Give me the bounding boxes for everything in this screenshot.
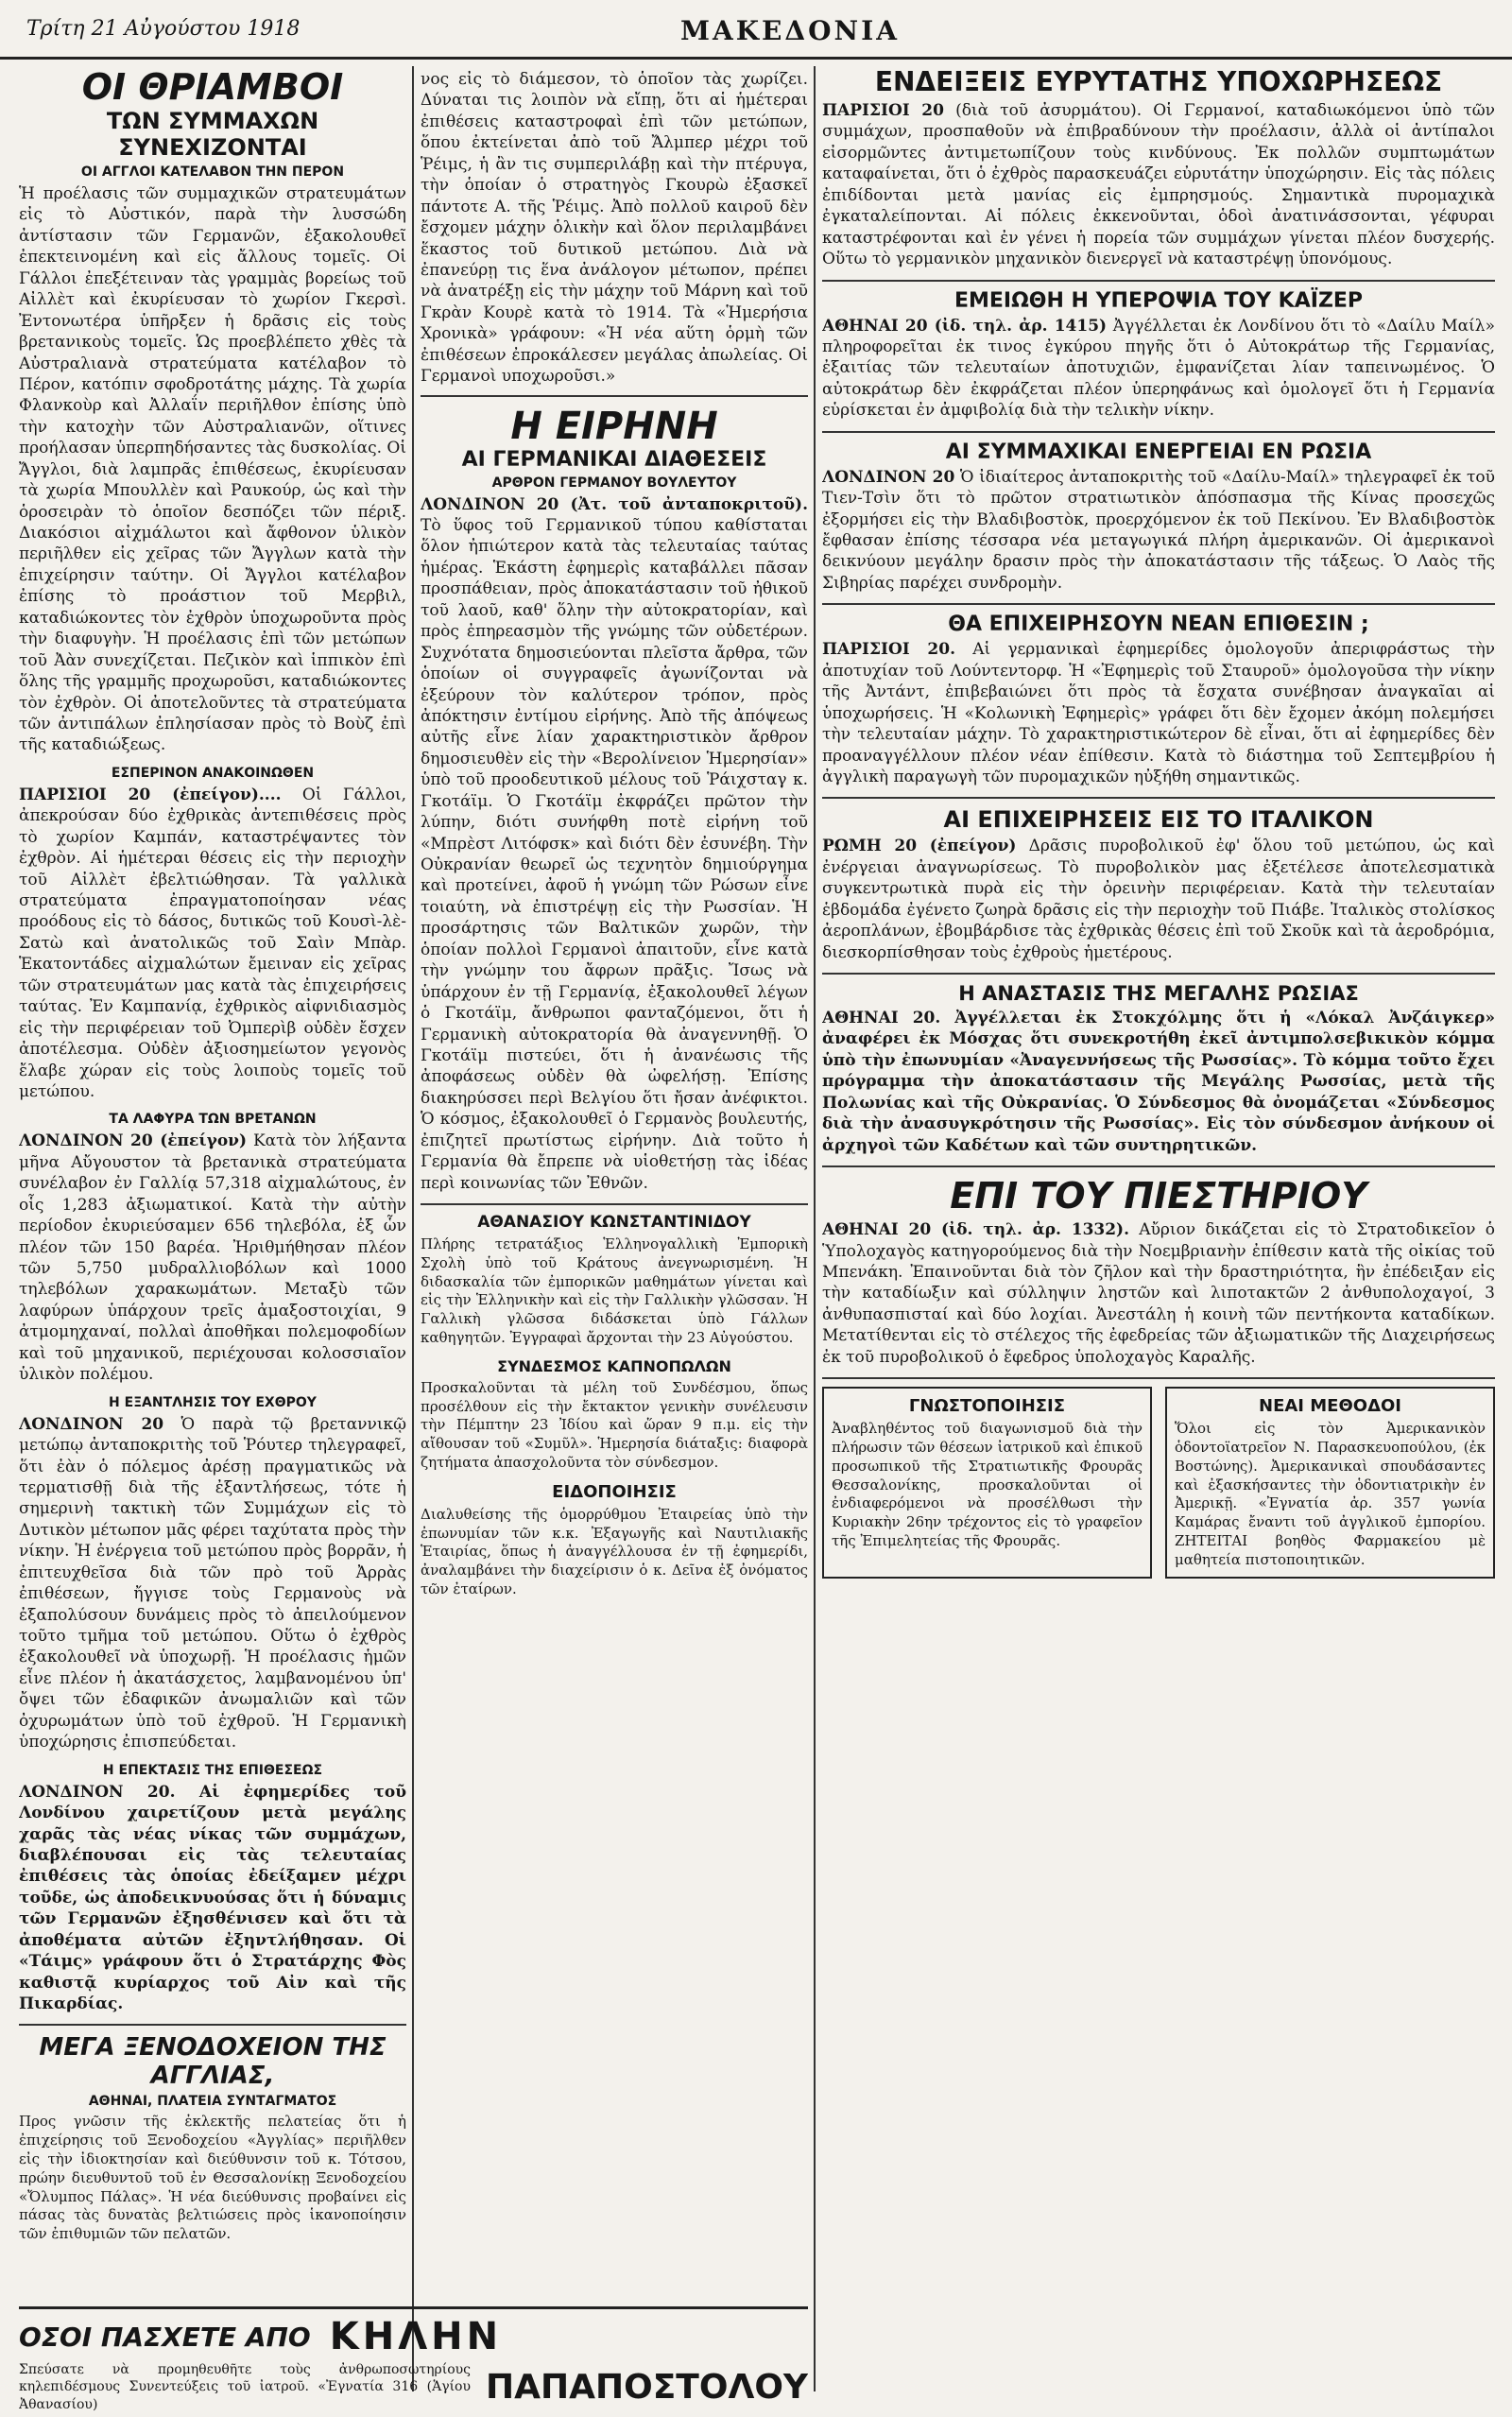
dateline: ΛΟΝΔΙΝΟΝ 20.: [19, 1782, 176, 1802]
article-body: Ἀγγέλλεται ἐκ Λονδίνου ὅτι τὸ «Δαίλυ Μαίλ» πληροφορεῖται ἐκ τινος ἐγκύρου πηγῆς ὅτι ὁ Αὐτοκράτωρ τῆς Γερμανίας, ἐξαιτίας τῶν τελευταίων ἀποτυχιῶν, ἐμφανίζεται λίαν ταπεινωμένος. Ὁ αὐτοκράτωρ δὲν ἐκφράζεται πλέον ὑπερηφάνως καὶ ὁμολογεῖ ὅτι ἡ Γερμανία εὑρίσκεται ἐν ἀμφιβολίᾳ διὰ τὴν τελικὴν νίκην.: [822, 316, 1495, 421]
headline: ΘΑ ΕΠΙΧΕΙΡΗΣΟΥΝ ΝΕΑΝ ΕΠΙΘΕΣΙΝ ;: [948, 613, 1369, 637]
divider: [822, 973, 1495, 975]
issue-date: Τρίτη 21 Αὐγούστου 1918: [26, 17, 301, 41]
article-evening: [19, 766, 406, 1103]
dateline: ΠΑΡΙΣΙΟΙ 20 (ἐπείγον)....: [19, 785, 282, 804]
article-court: [822, 1175, 1495, 1368]
dateline: ΑΘΗΝΑΙ 20 (ἰδ. τηλ. ἀρ. 1332).: [822, 1220, 1130, 1240]
ad-title: ΜΕΓΑ ΞΕΝΟΔΟΧΕΙΟΝ ΤΗΣ ΑΓΓΛΙΑΣ,: [39, 2033, 387, 2091]
divider: [822, 797, 1495, 799]
dateline: ΛΟΝΔΙΝΟΝ 20 (Ἀτ. τοῦ ἀνταποκριτοῦ).: [421, 494, 808, 514]
article-british: [19, 1112, 406, 1385]
notice-body: Ἀναβληθέντος τοῦ διαγωνισμοῦ διὰ τὴν πλήρωσιν τῶν θέσεων ἰατρικοῦ καὶ ἐπικοῦ προσωπικοῦ τῆς Στρατιωτικῆς Φρουρᾶς Θεσσαλονίκης, προσκαλοῦνται οἱ ἐνδιαφερόμενοι νὰ προσέλθωσι τὴν Κυριακὴν 26ην τρέχοντος εἰς τὸ γραφεῖον τῆς Ἐπιμελητείας τῆς Φρουρᾶς.: [832, 1420, 1143, 1549]
dateline: ΑΘΗΝΑΙ 20 (ἰδ. τηλ. ἀρ. 1415): [822, 316, 1108, 336]
ad-school: [421, 1213, 808, 1348]
divider: [822, 603, 1495, 605]
ad-kili: [19, 2306, 808, 2413]
dateline: ΛΟΝΔΙΝΟΝ 20: [19, 1414, 164, 1434]
notice-title: ΣΥΝΔΕΣΜΟΣ ΚΑΠΝΟΠΩΛΩΝ: [497, 1356, 731, 1375]
section-heading: ΤΑ ΛΑΦΥΡΑ ΤΩΝ ΒΡΕΤΑΝΩΝ: [109, 1112, 317, 1128]
dateline: ΛΟΝΔΙΝΟΝ 20 (ἐπείγον): [19, 1131, 247, 1151]
dateline: ΡΩΜΗ 20 (ἐπείγον): [822, 837, 1017, 856]
ad-body: Ὅλοι εἰς τὸν Ἀμερικανικὸν ὁδοντοϊατρεῖον Ν. Παρασκευοπούλου, (ἐκ Βοστώνης). Ἀμερικανικαὶ σπουδάσαντες καὶ ἐξασκήσαντες τὴν ὁδοντιατρικὴν ἐν Ἀμερικῇ. «Ἐγνατία ἀρ. 357 γωνία Καμάρας ἔναντι τοῦ ἀγγλικοῦ ἐμπορίου. ΖΗΤΕΙΤΑΙ βοηθὸς Φαρμακείου μὲ μαθητεία πιστοποιητικῶν.: [1175, 1420, 1486, 1568]
article-body: Ὁ ἰδιαίτερος ἀνταποκριτὴς τοῦ «Δαίλυ-Μαίλ» τηλεγραφεῖ ἐκ τοῦ Τιεν-Τσὶν ὅτι τὸ πρῶτον στρατιωτικὸν ἀπόσπασμα τῆς Κίνας προσεχῶς ἐξορμήσει εἰς τὴν Βλαδιβοστὸκ, προερχόμενον ἐκ τοῦ Πεκίνου. Ἐν Βλαδιβοστὸκ ἔφθασαν ἐπίσης τέσσαρα νέα μεταγωγικά πλήρη ἀμερικανῶν. Οἱ ἀμερικανοὶ δεικνύουν μεγάλην δρασιν πρὸς τὴν ἀποκατάστασιν τῆς τάξεως. Ὁ Λαὸς τῆς Σιβηρίας παρέχει συνδρομὴν.: [822, 467, 1495, 593]
column-2: [421, 66, 808, 2297]
article-surrender: [822, 66, 1495, 270]
headline: ΑΙ ΕΠΙΧΕΙΡΗΣΕΙΣ ΕΙΣ ΤΟ ΙΤΑΛΙΚΟΝ: [943, 806, 1374, 834]
headline: ΕΠΙ ΤΟΥ ΠΙΕΣΤΗΡΙΟΥ: [950, 1175, 1367, 1217]
notice-title: ΕΙΔΟΠΟΙΗΣΙΣ: [552, 1481, 677, 1502]
column-rule: [412, 66, 414, 2391]
ad-body: Πλήρης τετρατάξιος Ἑλληνογαλλικὴ Ἐμπορικὴ Σχολὴ ὑπὸ τοῦ Κράτους ἀνεγνωρισμένη. Ἡ διδασκαλία τῶν ἐμπορικῶν μαθημάτων γίνεται καὶ εἰς τὴν Ἑλληνικὴν καὶ εἰς τὴν Γαλλικὴν γλῶσσαν. Ἡ Γαλλικὴ γλῶσσα διδάσκεται ὑπὸ Γάλλων καθηγητῶν. Ἐγγραφαὶ ἄρχονται τὴν 23 Αὐγούστου.: [421, 1235, 808, 1346]
divider: [421, 395, 808, 397]
article-body: Οἱ Γάλλοι, ἀπεκρούσαν δύο ἐχθρικὰς ἀντεπιθέσεις πρὸς τὸ χωρίον Καμπάν, καταστρέψαντες τὸν ἐχθρὸν. Αἱ ἡμέτεραι θέσεις εἰς τὴν περιοχὴν τοῦ Αἰλλὲτ ἐβελτιώθησαν. Τὰ γαλλικὰ στρατεύματα ἐπραγματοποίησαν νέας προόδους εἰς τὸ δάσος, δυτικῶς τοῦ Κουσὶ-λὲ-Σατὼ καὶ ἀνατολικῶς τοῦ Σαὶν Μπὰρ. Ἑκατοντάδες αἰχμαλώτων ἔμειναν εἰς χεῖρας τῶν στρατευμάτων μας κατὰ τὰς ἐπιχειρήσεις ταύτας. Ἐν Καμπανίᾳ, ἐχθρικὸς αἰφνιδιασμὸς εἰς τὴν περιφέρειαν τοῦ Ὀμπερὶβ οὐδὲν ἔσχεν ἀποτέλεσμα. Οὐδὲν ἀξιοσημείωτον γεγονὸς ἔλαβε χώραν εἰς τοὺς λοιποὺς τομεῖς τοῦ μετώπου.: [19, 785, 406, 1101]
ad-line: ΟΣΟΙ ΠΑΣΧΕΤΕ ΑΠΟ: [19, 2321, 311, 2353]
section-heading: ΕΣΠΕΡΙΝΟΝ ΑΝΑΚΟΙΝΩΘΕΝ: [111, 765, 315, 781]
headline: ΕΝΔΕΙΞΕΙΣ ΕΥΡΥΤΑΤΗΣ ΥΠΟΧΩΡΗΣΕΩΣ: [874, 66, 1443, 97]
article-body: Δρᾶσις πυροβολικοῦ ἐφ' ὅλου τοῦ μετώπου, ὡς καὶ ἐνέργειαι ἀναγνωρίσεως. Τὸ πυροβολικὸν μας ἐξετέλεσε ἀποτελεσματικὰ συγκεντρωτικὰ πυρὰ εἰς τὴν ὀρεινὴν περιφέρειαν. Κατὰ τὴν τελευταίαν ἑβδομάδα ἐγένετο ζωηρὰ δρᾶσις εἰς τὴν περιοχὴν τοῦ Πιάβε. Ἰταλικὸς στολίσκος ἀεροπλάνων, ἐβομβάρδισε τὰς ἐχθρικὰς θέσεις ἐπὶ τοῦ Σκοῦκ καὶ τὰ ἀεροδρόμια, διεσκορπίσθησαν τοὺς ἐχθροὺς ἡμετέρους.: [822, 837, 1495, 962]
article-body: Ἀγγέλλεται ἐκ Στοκχόλμης ὅτι ἡ «Λόκαλ Ἀνζάιγκερ» ἀναφέρει ἐκ Μόσχας ὅτι συνεκροτήθη ἐκεῖ ἀντιμπολσεβικικὸν κόμμα ὑπὸ τὴν ἐπωνυμίαν «Ἀναγεννήσεως τῆς Ρωσσίας». Τὸ κόμμα τοῦτο ἔχει πρόγραμμα τὴν ἀποκατάστασιν τῆς Μεγάλης Ρωσσίας, μετὰ τῆς Πολωνίας καὶ τῆς Οὐκρανίας. Ὁ Σύνδεσμος θὰ ὀνομάζεται «Σύνδεσμος διὰ τὴν ἀνασυγκρότησιν τῆς Ρωσσίας». Εἰς τὸν σύνδεσμον ἀνήκουν οἱ ἀρχηγοὶ τῶν Καδέτων καὶ τῶν συντηρητικῶν.: [822, 1009, 1495, 1155]
headline: ΑΙ ΣΥΜΜΑΧΙΚΑΙ ΕΝΕΡΓΕΙΑΙ ΕΝ ΡΩΣΙΑ: [945, 440, 1372, 464]
ad-title: ΑΘΑΝΑΣΙΟΥ ΚΩΝΣΤΑΝΤΙΝΙΔΟΥ: [477, 1213, 751, 1232]
section-heading: Η ΕΠΕΚΤΑΣΙΣ ΤΗΣ ΕΠΙΘΕΣΕΩΣ: [102, 1762, 323, 1778]
ad-name: ΠΑΠΑΠΟΣΤΟΛΟΥ: [486, 2368, 808, 2408]
bottom-notices: [822, 1387, 1495, 1585]
article-body: Ἡ προέλασις τῶν συμμαχικῶν στρατευμάτων εἰς τὸ Αὐστικόν, παρὰ τὴν λυσσώδη ἀντίστασιν τῶν Γερμανῶν, ἐξακολουθεῖ ἐπεκτεινομένη καὶ εἰς ἄλλους τομεῖς. Οἱ Γάλλοι ἐπεξέτειναν τὰς γραμμὰς βορείως τοῦ Αἰλλὲτ καὶ ἐκυρίευσαν τὸ χωρίον Γκερσὶ. Ἐντονωτέρα ὑπῆρξεν ἡ δρᾶσις εἰς τοὺς βρετανικοὺς τομεῖς. Ὡς προεβλέπετο χθὲς τὰ Αὐστραλιανὰ στρατεύματα κατέλαβον τὸ Πέρον, κατόπιν σφοδροτάτης μάχης. Τὰ χωρία Φλανκοὺρ καὶ Ἀλλαΐν περιῆλθον ἐπίσης ὑπὸ τὴν κατοχὴν τῶν Αὐστραλιανῶν, οἵτινες προήλασαν ὑπερπηδήσαντες τὰς δυσκολίας. Οἱ Ἄγγλοι, διὰ λαμπρᾶς ἐπιθέσεως, ἐκυρίευσαν τὰ χωρία Μπουλλὲν καὶ Ραυκούρ, ὡς καὶ τὴν ὁροσειρὰν τὸ ὁποῖον δεσπόζει τῶν πέριξ. Διακόσιοι αἰχμάλωτοι καὶ ἄφθονον ὑλικὸν περιῆλθεν εἰς χεῖρας τῶν Ἄγγλων κατὰ τὴν ἐπιχείρησιν ταύτην. Οἱ Ἄγγλοι κατέλαβον ἐπίσης τὸ προάστιον τοῦ Μερβιλ, καταδιώκοντες τὸν ἐχθρὸν ὑποχωροῦντα πρὸς τὴν διαφυγὴν. Ἡ προέλασις ἐπὶ τῶν μετώπων τοῦ Ἀὰν συνεχίζεται. Πεζικὸν καὶ ἱππικὸν ἐπὶ ὅλης τῆς γραμμῆς προχωροῦσι, καταδιώκοντες τὸν ἐχθρὸν. Οἱ ἀποτελοῦντες τὰ στρατεύματα τῶν ἀντιπάλων ἐπλησίασαν πρὸς τὸ Βοὺζ ἐπὶ τῆς καταδιώξεως.: [19, 184, 406, 755]
divider: [822, 1165, 1495, 1167]
dateline: ΑΘΗΝΑΙ 20.: [822, 1009, 941, 1027]
article-body: Αὔριον δικάζεται εἰς τὸ Στρατοδικεῖον ὁ Ὑπολοχαγὸς κατηγορούμενος διὰ τὴν Νοεμβριανὴν ἐπίθεσιν κατὰ τῆς οἰκίας τοῦ Μπενάκη. Ἐπαινοῦνται διὰ τὸν ζῆλον καὶ τὴν δραστηριότητα, ἣν ἐπέδειξαν εἰς τὴν καταδίωξιν καὶ σύλληψιν ληστῶν καὶ λιποτακτῶν 2 ἀνθυπολοχαγοί, 3 ἀνθυπασπισταί καὶ δύο λοχίαι. Ἀνεστάλη ἡ κοινὴ τῶν πεντήκοντα καταδίκων. Μετατίθενται εἰς τὸ στέλεχος τῆς ἐφεδρείας τῶν ἀξιωματικῶν τῆς Διαχειρήσεως ἐκ τοῦ πυροβολικοῦ ὁ ἔφεδρος ὑπολοχαγὸς Καραλῆς.: [822, 1220, 1495, 1367]
ad-brand: ΚΗΛΗΝ: [329, 2315, 503, 2358]
section-heading: Η ΕΞΑΝΤΛΗΣΙΣ ΤΟΥ ΕΧΘΡΟΥ: [109, 1394, 317, 1410]
headline: Η ΑΝΑΣΤΑΣΙΣ ΤΗΣ ΜΕΓΑΛΗΣ ΡΩΣΙΑΣ: [958, 982, 1359, 1005]
headline: Η ΕΙΡΗΝΗ: [510, 404, 718, 448]
kicker: ΟΙ ΑΓΓΛΟΙ ΚΑΤΕΛΑΒΟΝ ΤΗΝ ΠΕΡΟΝ: [80, 164, 345, 180]
notice-body: Διαλυθείσης τῆς ὁμορρύθμου Ἐταιρείας ὑπὸ τὴν ἐπωνυμίαν τῶν κ.κ. Ἐξαγωγῆς καὶ Ναυτιλιακῆς Ἑταιρίας, ὅπως ἡ ἀναγγέλλουσα ἐν τῇ ἐφημερίδι, ἀναλαμβάνει τὴν διαχείρισιν ὁ κ. Δεῖνα ἐξ ὀνόματος τῶν ἐταίρων.: [421, 1505, 808, 1597]
article-russia: [822, 440, 1495, 595]
notice-body: Προσκαλοῦνται τὰ μέλη τοῦ Συνδέσμου, ὅπως προσέλθουν εἰς τὴν ἔκτακτον γενικὴν συνέλευσιν τὴν Πέμπτην 23 Ἰδίου καὶ ὥραν 9 π.μ. εἰς τὴν αἴθουσαν τοῦ «Συμῦλ». Ἡμερησία διάταξις: διαφορὰ ζητήματα ἀπασχολοῦντα τὸν σύνδεσμον.: [421, 1378, 808, 1471]
ad-body: Προς γνῶσιν τῆς ἐκλεκτῆς πελατείας ὅτι ἡ ἐπιχείρησις τοῦ Ξενοδοχείου «Ἀγγλίας» περιῆλθεν εἰς τὴν ἰδιοκτησίαν καὶ διεύθυνσιν τοῦ κ. Τότσου, πρώην διευθυντοῦ τοῦ ἐν Θεσσαλονίκῃ Ξενοδοχείου «Ὄλυμπος Πάλας». Ἡ νέα διεύθυνσις προβαίνει εἰς πάσας τὰς δυνατὰς βελτιώσεις πρὸς ἱκανοποίησιν τῶν ἐπιθυμιῶν τῶν πελατῶν.: [19, 2113, 406, 2243]
dateline: ΠΑΡΙΣΙΟΙ 20.: [822, 640, 955, 660]
column-3: [822, 66, 1495, 2401]
article-kaiser: [822, 289, 1495, 422]
divider: [822, 431, 1495, 433]
article-body: Κατὰ τὸν λήξαντα μῆνα Αὔγουστον τὰ βρετανικὰ στρατεύματα συνέλαβον ἐν Γαλλίᾳ 57,318 αἰχμαλώτους, ἐν οἷς 1,283 ἀξιωματικοί. Κατὰ τὴν αὐτὴν περίοδον ἐκυριεύσαμεν 656 τηλεβόλα, ἐξ ὧν πλέον τῶν 150 βαρέα. Ἠριθμήθησαν πλέον τῶν 5,750 μυδραλλιοβόλων καὶ 1000 τηλεβόλων χαρακωμάτων. Μεταξὺ τῶν λαφύρων ὑπάρχουν τρεῖς ἀμαξοστοιχίαι, 9 ἀτμομηχαναί, πολλαὶ ἀποθῆκαι πολεμοφοδίων καὶ τοῦ μηχανικοῦ, περιέχουσαι κολοσσιαῖον ὑλικὸν πολέμου.: [19, 1131, 406, 1385]
article-extension: [19, 1763, 406, 2015]
divider: [19, 2024, 406, 2026]
headline: ΟΙ ΘΡΙΑΜΒΟΙ: [81, 66, 344, 108]
ad-hotel: [19, 2033, 406, 2244]
subheadline: ΑΙ ΓΕΡΜΑΝΙΚΑΙ ΔΙΑΘΕΣΕΙΣ: [461, 447, 767, 472]
dateline: ΛΟΝΔΙΝΟΝ 20: [822, 467, 955, 487]
article-italy: [822, 806, 1495, 963]
article-peace: [421, 405, 808, 1194]
ad-title: ΝΕΑΙ ΜΕΘΟΔΟΙ: [1259, 1396, 1401, 1417]
article-exhaust: [19, 1395, 406, 1753]
article-body: Αἱ ἐφημερίδες τοῦ Λονδίνου χαιρετίζουν μετὰ μεγάλης χαρᾶς τὰς νέας νίκας τῶν συμμάχων, διαβλέπουσαι εἰς τὰς τελευταίας ἐπιθέσεις τὰς ὁποίας ἐδείξαμεν μέχρι τοῦδε, ὡς ἀποδεικνυούσας ὅτι ἡ δύναμις τῶν Γερμανῶν ἐξησθένισεν καὶ ὅτι τὰ ἀποθέματα αὐτῶν ἐξηντλήθησαν. Οἱ «Τάιμς» γράφουν ὅτι ὁ Στρατάρχης Φὸς καθιστᾷ κυρίαρχος τοῦ Αἰν καὶ τῆς Πικαρδίας.: [19, 1782, 406, 2013]
divider: [421, 1203, 808, 1205]
column-1: [19, 66, 406, 2253]
ad-body: Σπεύσατε νὰ προμηθευθῆτε τοὺς ἀνθρωποσωτηρίους κηλεπιδέσμους Συνεντεύξεις τοῦ ἰατροῦ. «Ἐγνατία 316 (Ἁγίου Ἀθανασίου): [19, 2362, 471, 2412]
masthead: [0, 0, 1512, 60]
kicker: ΑΡΘΡΟΝ ΓΕΡΜΑΝΟΥ ΒΟΥΛΕΥΤΟΥ: [491, 475, 737, 491]
subheadline: ΤΩΝ ΣΥΜΜΑΧΩΝ ΣΥΝΕΧΙΖΟΝΤΑΙ: [106, 108, 319, 161]
continued-text: νος εἰς τὸ διάμεσον, τὸ ὁποῖον τὰς χωρίζει. Δύναται τις λοιπὸν νὰ εἴπῃ, ὅτι αἱ ἡμέτεραι ἐπιθέσεις καταστροφαὶ ἐπὶ τῶν μετώπων, ὅπου ἐκτείνεται ἀπὸ τοῦ Ἄλμπερ μέχρι τοῦ Ῥέιμς, ἡ ἂν τις συμπεριλάβῃ καὶ τὴν πτέρυγα, τὴν ὁποίαν ὁ στρατηγὸς Γκουρὼ ἐξασκεῖ πάντοτε Α. τῆς Ῥέιμς. Ἀπὸ πολλοῦ καιροῦ δὲν ἔσχομεν μάχην ὁλικὴν καὶ ὅλον περιλαμβάνει ἕκαστος τοῦ δυτικοῦ μετώπου. Διὰ νὰ ἐπανεύρῃ τις ἕνα ἀνάλογον μέτωπον, πρέπει νὰ ἀνατρέξῃ εἰς τὴν μάχην τοῦ Μάρνη καὶ τοῦ Γκρὰν Κουρὲ κατὰ τὸ 1914. Τὰ «Ἡμερήσια Χρονικὰ» γράφουν: «Ἡ νέα αὕτη ὁρμὴ τῶν ἐπιθέσεων ἐπροκάλεσεν μεγάλας ἀπωλείας. Οἱ Γερμανοὶ υποχωροῦσι.»: [421, 70, 808, 387]
notice-tobacco: [421, 1357, 808, 1473]
column-rule: [814, 66, 816, 2391]
article-body: Αἱ γερμανικαὶ ἐφημερίδες ὁμολογοῦν ἀπεριφράστως τὴν ἀποτυχίαν τοῦ Λούντεντορφ. Ἡ «Ἐφημερὶς τοῦ Σταυροῦ» ὁμολογοῦσα τὴν νίκην τῆς Ἀντάντ, ἐπιβεβαιώνει ὅτι πρὸς τὰ ἔσχατα συνέβησαν ἀναγκαῖαι αἱ ὑποχωρήσεις. Ἡ «Κολωνικὴ Ἐφημερὶς» γράφει ὅτι δὲν ἔχομεν ἀκόμη πολεμήσει τὴν τελευταίαν μάχην. Τὸ χαρακτηριστικώτερον δὲ εἶναι, ὅτι αἱ ἐφημερίδες δὲν προαναγγέλλουν πλέον νέαν ἐπίθεσιν. Κατὰ τὸ διάστημα τοῦ Σεπτεμβρίου ἡ ἀγγλικὴ παραγωγὴ τῶν πυρομαχικῶν ηὐξήθη σημαντικῶς.: [822, 640, 1495, 786]
divider: [822, 1377, 1495, 1379]
ad-address: ΑΘΗΝΑΙ, ΠΛΑΤΕΙΑ ΣΥΝΤΑΓΜΑΤΟΣ: [88, 2094, 337, 2110]
notice-announcement: [822, 1387, 1152, 1578]
newspaper-name: ΜΑΚΕΔΟΝΙΑ: [680, 15, 900, 46]
notice-general: [421, 1482, 808, 1599]
ad-dentist: [1165, 1387, 1495, 1578]
dateline: ΠΑΡΙΣΙΟΙ 20: [822, 101, 944, 120]
article-new-attacks: [822, 613, 1495, 787]
headline: ΕΜΕΙΩΘΗ Η ΥΠΕΡΟΨΙΑ ΤΟΥ ΚΑΪΖΕΡ: [954, 288, 1364, 313]
article-body: Τὸ ὕφος τοῦ Γερμανικοῦ τύπου καθίσταται ὅλον ἠπιώτερον κατὰ τὰς τελευταίας ταύτας ἡμέρας. Ἑκάστη ἐφημερὶς καταβάλλει πᾶσαν προσπάθειαν, πρὸς ἀποκατάστασιν τοῦ ἠθικοῦ τοῦ λαοῦ, καθ' ὅλην τὴν αὐτοκρατορίαν, καὶ πρὸς ἐπηρεασμὸν τῆς γνώμης τῶν οὐδετέρων. Συχνότατα δημοσιεύονται πλεῖστα ἄρθρα, τῶν ὁποίων οἱ συγγραφεῖς ἀγωνίζονται νὰ ἐξεύρουν τὸν καλύτερον τρόπον, πρὸς ἀπόκτησιν ἐντίμου εἰρήνης. Ἀπὸ τῆς ἀπόψεως αὐτῆς εἶνε λίαν χαρακτηριστικὸν ἄρθρον δημοσιευθὲν εἰς τὴν «Βερολίνειον Ἡμερησίαν» ὑπὸ τοῦ προοδευτικοῦ μέλους τοῦ Ῥάιχσταγ κ. Γκοτάϊμ. Ὁ Γκοτάϊμ ἐκφράζει πρῶτον τὴν λύπην, διότι συνήφθη ποτὲ εἰρήνη τοῦ «Μπρὲστ Λιτόφσκ» καὶ διότι δὲν ἐσυνέβη. Τὴν Οὐκρανίαν θεωρεῖ ὡς τεχνητὸν δημιούργημα καὶ προτείνει, ἀφοῦ ἡ γνώμη τῶν Ρώσων εἶνε τοιαύτη, νὰ ἐπιστρέψῃ εἰς τὴν Ρωσσίαν. Ἡ προσάρτησις τῶν Βαλτικῶν χωρῶν, τὴν ὁποίαν πολλοὶ Γερμανοὶ ἀπαιτοῦν, εἶνε κατὰ τὴν γνώμην του ἄφρων πρᾶξις. Ἴσως νὰ ὑπάρχουν ἐν τῇ Γερμανίᾳ, ἐξακολουθεῖ λέγων ὁ Γκοτάϊμ, ἄνθρωποι φανταζόμενοι, ὅτι ἡ Γερμανικὴ αὐτοκρατορία θὰ ἀναγεννηθῇ. Ὁ Γκοτάϊμ πιστεύει, ὅτι ἡ ἀνανέωσις τῆς ἀποφάσεως οὐδὲν θὰ ὠφελήσῃ. Ἐπίσης διακηρύσσει περὶ Βελγίου ὅτι ἤσαν ἀνέφικτοι. Ὁ κόσμος, ἐξακολουθεῖ ὁ Γερμανὸς βουλευτής, ἐπιζητεῖ πρωτίστως εἰρήνην. Διὰ τοῦτο ἡ Γερμανία θὰ ἔπρεπε νὰ υἱοθετήσῃ τὰς ἰδέας περὶ κοινωνίας τῶν Ἐθνῶν.: [421, 516, 808, 1193]
article-body: (διὰ τοῦ ἀσυρμάτου). Οἱ Γερμανοί, καταδιωκόμενοι ὑπὸ τῶν συμμάχων, προσπαθοῦν νὰ ἐπιβραδύνουν τὴν προέλασιν, ἀλλὰ οἱ ἀντίπαλοι εἰσορμῶντες ἀντιμετωπίζουν τοὺς κινδύνους. Ἐκ πολλῶν συμπτωμάτων καταφαίνεται, ὅτι ὁ ἐχθρὸς παρασκευάζει εὐρυτάτην ὑποχώρησιν. Εἰς τὰς πόλεις ἐπιδίδονται μετὰ μανίας εἰς ἐμπρησμούς. Σημαντικὰ πυρομαχικὰ ἐγκαταλείπονται. Αἱ πόλεις ἐκκενοῦνται, ὁδοὶ ἀνατινάσσονται, γέφυραι καταστρέφονται καὶ ἐν γένει ἡ πορεία τῶν συμμάχων γίνεται πλέον δυσχερής. Οὕτω τὸ γερμανικὸν μηχανικὸν διενεργεῖ νὰ καταστρέψῃ ὑπονόμους.: [822, 101, 1495, 269]
notice-title: ΓΝΩΣΤΟΠΟΙΗΣΙΣ: [908, 1396, 1066, 1417]
article-triumph: [19, 66, 406, 756]
article-body: Ὁ παρὰ τῷ βρεταννικῷ μετώπῳ ἀνταποκριτὴς τοῦ Ῥόυτερ τηλεγραφεῖ, ὅτι ἐὰν ὁ πόλεμος ἀρέσῃ πραγματικῶς νὰ τερματισθῇ διὰ τῆς ἐξαντλήσεως, τότε ἡ σημερινὴ τακτικὴ τῶν Συμμάχων εἰς τὸ Δυτικὸν μέτωπον μᾶς φέρει ταχύτατα πρὸς τὴν νίκην. Ἡ ἐνέργεια τοῦ μετώπου πρὸς βορρᾶν, ἡ ἐπιτευχθεῖσα διὰ τῶν πρὸ τοῦ Ἀρρὰς ἐπιθέσεων, ἤγγισε τοὺς Γερμανοὺς νὰ ἐξαπολύσουν δυνάμεις πρὸς τὸ ἀπειλούμενον τοῦτο τμῆμα τοῦ μετώπου. Οὕτω ὁ ἐχθρὸς ἐξακολουθεῖ νὰ ὑποχωρῇ. Ἡ προέλασις ἡμῶν εἶνε πλέον ἡ ἀκατάσχετος, λαμβανομένου ὑπ' ὄψει τῶν ἐδαφικῶν ἀνωμαλιῶν καὶ τῶν ὀχυρωμάτων ὑπὸ τοῦ ἐχθροῦ. Ἡ Γερμανικὴ ὑποχώρησις ἐπισπεύδεται.: [19, 1414, 406, 1752]
divider: [822, 280, 1495, 282]
article-great-russia: [822, 982, 1495, 1156]
